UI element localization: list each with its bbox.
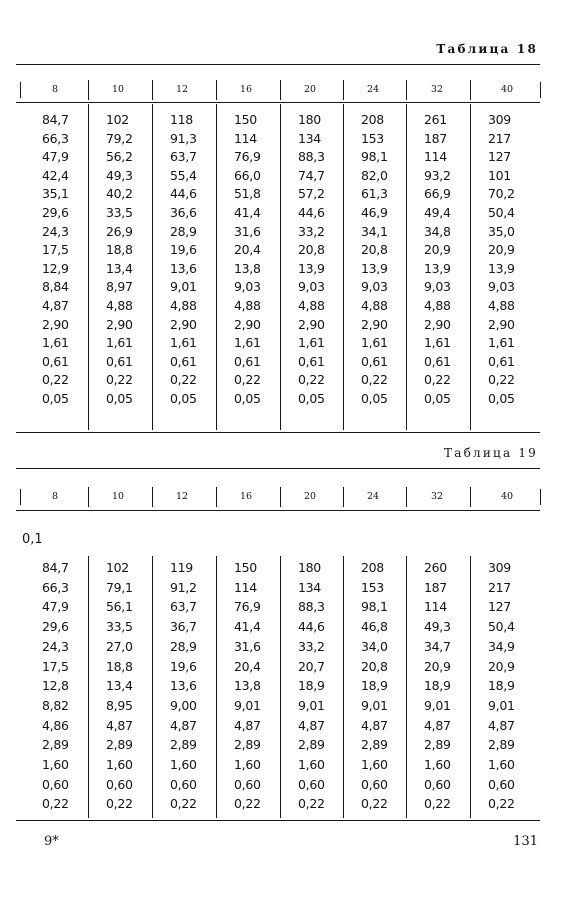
- table-cell: 4,87: [361, 717, 388, 733]
- table-cell: 1,60: [424, 757, 451, 772]
- table-cell: 0,61: [42, 353, 69, 369]
- column-header: 8: [51, 491, 59, 502]
- table-cell: 26,9: [106, 223, 133, 239]
- column-divider: [88, 104, 89, 430]
- table-cell: 114: [234, 579, 257, 595]
- table-19-bottom-rule: [16, 820, 540, 821]
- column-divider: [216, 80, 217, 100]
- table-cell: 0,61: [106, 353, 133, 369]
- table-cell: 0,22: [298, 796, 325, 812]
- column-divider: [88, 487, 89, 507]
- column-divider: [152, 80, 153, 100]
- table-cell: 18,8: [106, 242, 133, 258]
- table-cell: 49,4: [424, 205, 451, 220]
- table-18-bottom-rule: [16, 432, 540, 433]
- column-header: 40: [500, 84, 514, 95]
- table-cell: 2,90: [106, 316, 133, 332]
- column-divider: [152, 556, 153, 818]
- table-cell: 44,6: [298, 205, 325, 220]
- table-cell: 24,3: [42, 223, 69, 239]
- table-cell: 66,3: [42, 579, 69, 595]
- table-19-header: [16, 487, 540, 509]
- table-cell: 153: [361, 130, 384, 146]
- table-cell: 0,22: [170, 372, 197, 388]
- table-cell: 4,87: [42, 298, 69, 313]
- table-cell: 18,9: [298, 678, 325, 694]
- table-cell: 1,60: [42, 757, 69, 772]
- table-cell: 0,60: [170, 776, 197, 792]
- table-cell: 2,90: [424, 316, 451, 332]
- table-cell: 66,9: [424, 186, 451, 202]
- table-cell: 36,6: [170, 205, 197, 220]
- table-cell: 119: [170, 560, 193, 575]
- table-cell: 180: [298, 560, 321, 575]
- table-cell: 63,7: [170, 599, 197, 615]
- table-cell: 84,7: [42, 112, 69, 127]
- table-cell: 208: [361, 560, 384, 575]
- table-cell: 0,05: [298, 391, 325, 406]
- table-cell: 4,88: [488, 298, 515, 313]
- table-cell: 50,4: [488, 205, 515, 220]
- table-cell: 88,3: [298, 599, 325, 615]
- column-header: 8: [51, 84, 59, 95]
- table-cell: 187: [424, 579, 447, 595]
- table-cell: 0,61: [234, 353, 261, 369]
- table-cell: 57,2: [298, 186, 325, 202]
- table-cell: 20,8: [298, 242, 325, 258]
- table-cell: 1,61: [424, 335, 451, 351]
- table-cell: 49,3: [106, 167, 133, 183]
- table-cell: 29,6: [42, 205, 69, 220]
- table-cell: 1,61: [42, 335, 69, 351]
- table-cell: 28,9: [170, 638, 197, 654]
- table-cell: 153: [361, 579, 384, 595]
- table-cell: 33,2: [298, 223, 325, 239]
- table-cell: 8,84: [42, 279, 69, 295]
- table-cell: 74,7: [298, 167, 325, 183]
- table-cell: 0,60: [361, 776, 388, 792]
- table-cell: 1,61: [361, 335, 388, 351]
- table-cell: 93,2: [424, 167, 451, 183]
- table-cell: 260: [424, 560, 447, 575]
- table-cell: 1,60: [298, 757, 325, 772]
- table-cell: 9,01: [234, 697, 261, 713]
- table-cell: 31,6: [234, 223, 261, 239]
- table-cell: 2,89: [170, 737, 197, 753]
- table-cell: 24,3: [42, 638, 69, 654]
- table-cell: 20,8: [361, 658, 388, 674]
- table-cell: 102: [106, 560, 129, 575]
- table-cell: 33,2: [298, 638, 325, 654]
- table-cell: 2,90: [170, 316, 197, 332]
- table-cell: 102: [106, 112, 129, 127]
- table-cell: 4,87: [106, 717, 133, 733]
- table-cell: 4,87: [234, 717, 261, 733]
- table-cell: 4,86: [42, 717, 69, 733]
- table-cell: 13,9: [424, 260, 451, 276]
- table-cell: 13,4: [106, 678, 133, 694]
- table-cell: 98,1: [361, 599, 388, 615]
- table-cell: 9,01: [361, 697, 388, 713]
- column-divider: [88, 556, 89, 818]
- table-cell: 13,9: [298, 260, 325, 276]
- table-cell: 4,88: [424, 298, 451, 313]
- table-cell: 4,87: [170, 717, 197, 733]
- table-cell: 4,88: [234, 298, 261, 313]
- table-cell: 0,61: [298, 353, 325, 369]
- column-divider: [470, 556, 471, 818]
- table-cell: 20,4: [234, 658, 261, 674]
- table-cell: 0,22: [488, 796, 515, 812]
- column-header: 40: [500, 491, 514, 502]
- table-cell: 56,2: [106, 149, 133, 165]
- table-cell: 1,61: [106, 335, 133, 351]
- column-divider: [343, 556, 344, 818]
- table-cell: 79,2: [106, 130, 133, 146]
- column-header: 16: [239, 84, 253, 95]
- table-cell: 18,9: [361, 678, 388, 694]
- column-divider: [280, 80, 281, 100]
- table-cell: 1,61: [298, 335, 325, 351]
- table-cell: 13,8: [234, 678, 261, 694]
- column-header: 20: [303, 84, 317, 95]
- column-divider: [470, 80, 471, 100]
- table-cell: 4,88: [170, 298, 197, 313]
- table-cell: 1,60: [488, 757, 515, 772]
- table-cell: 1,60: [170, 757, 197, 772]
- column-divider: [470, 104, 471, 430]
- table-cell: 0,22: [106, 796, 133, 812]
- page-number: 131: [513, 834, 538, 849]
- table-cell: 49,3: [424, 619, 451, 635]
- table-cell: 9,01: [424, 697, 451, 713]
- table-cell: 118: [170, 112, 193, 127]
- table-cell: 0,22: [234, 796, 261, 812]
- table-cell: 0,05: [106, 391, 133, 406]
- column-divider: [406, 556, 407, 818]
- table-cell: 76,9: [234, 149, 261, 165]
- table-cell: 27,0: [106, 638, 133, 654]
- column-header: 16: [239, 491, 253, 502]
- table-cell: 9,03: [488, 279, 515, 295]
- table-cell: 20,8: [361, 242, 388, 258]
- header-edge-line: [540, 489, 541, 505]
- table-cell: 114: [424, 599, 447, 615]
- table-19-caption: Таблица 19: [444, 446, 538, 460]
- table-cell: 1,61: [488, 335, 515, 351]
- table-cell: 4,88: [298, 298, 325, 313]
- table-cell: 76,9: [234, 599, 261, 615]
- table-cell: 4,87: [488, 717, 515, 733]
- table-cell: 88,3: [298, 149, 325, 165]
- table-cell: 0,22: [106, 372, 133, 388]
- table-cell: 20,9: [488, 658, 515, 674]
- table-cell: 34,1: [361, 223, 388, 239]
- table-cell: 61,3: [361, 186, 388, 202]
- table-cell: 34,8: [424, 223, 451, 239]
- table-cell: 1,61: [234, 335, 261, 351]
- table-cell: 33,5: [106, 205, 133, 220]
- table-cell: 0,60: [488, 776, 515, 792]
- table-cell: 8,82: [42, 697, 69, 713]
- table-cell: 2,90: [234, 316, 261, 332]
- table-cell: 0,05: [170, 391, 197, 406]
- table-cell: 34,0: [361, 638, 388, 654]
- table-cell: 20,9: [424, 242, 451, 258]
- table-cell: 66,0: [234, 167, 261, 183]
- table-cell: 41,4: [234, 619, 261, 635]
- table-cell: 114: [234, 130, 257, 146]
- table-cell: 44,6: [170, 186, 197, 202]
- column-divider: [216, 104, 217, 430]
- table-cell: 17,5: [42, 658, 69, 674]
- table-cell: 0,22: [488, 372, 515, 388]
- table-cell: 12,8: [42, 678, 69, 694]
- table-cell: 13,4: [106, 260, 133, 276]
- table-cell: 0,05: [42, 391, 69, 406]
- table-cell: 35,1: [42, 186, 69, 202]
- column-header: 20: [303, 491, 317, 502]
- table-cell: 2,89: [234, 737, 261, 753]
- column-divider: [343, 80, 344, 100]
- table-cell: 9,01: [298, 697, 325, 713]
- table-cell: 84,7: [42, 560, 69, 575]
- table-18-top-rule: [16, 64, 540, 65]
- table-cell: 0,22: [234, 372, 261, 388]
- table-cell: 217: [488, 579, 511, 595]
- table-cell: 63,7: [170, 149, 197, 165]
- table-cell: 46,9: [361, 205, 388, 220]
- table-cell: 20,4: [234, 242, 261, 258]
- table-cell: 1,60: [106, 757, 133, 772]
- table-cell: 0,22: [170, 796, 197, 812]
- table-cell: 70,2: [488, 186, 515, 202]
- table-cell: 0,60: [298, 776, 325, 792]
- table-cell: 309: [488, 112, 511, 127]
- table-cell: 0,22: [424, 372, 451, 388]
- table-cell: 1,60: [361, 757, 388, 772]
- table-cell: 55,4: [170, 167, 197, 183]
- table-cell: 91,2: [170, 579, 197, 595]
- table-19-top-rule: [16, 468, 540, 469]
- table-cell: 34,9: [488, 638, 515, 654]
- table-cell: 2,89: [424, 737, 451, 753]
- table-cell: 46,8: [361, 619, 388, 635]
- table-cell: 28,9: [170, 223, 197, 239]
- column-divider: [406, 487, 407, 507]
- table-cell: 208: [361, 112, 384, 127]
- table-cell: 29,6: [42, 619, 69, 635]
- table-cell: 261: [424, 112, 447, 127]
- table-cell: 35,0: [488, 223, 515, 239]
- table-cell: 0,60: [424, 776, 451, 792]
- table-cell: 217: [488, 130, 511, 146]
- table-cell: 9,03: [361, 279, 388, 295]
- table-cell: 134: [298, 130, 321, 146]
- table-cell: 66,3: [42, 130, 69, 146]
- table-cell: 2,89: [361, 737, 388, 753]
- column-divider: [152, 487, 153, 507]
- table-cell: 41,4: [234, 205, 261, 220]
- table-cell: 114: [424, 149, 447, 165]
- column-divider: [343, 104, 344, 430]
- table-cell: 47,9: [42, 599, 69, 615]
- column-divider: [406, 104, 407, 430]
- table-cell: 34,7: [424, 638, 451, 654]
- table-cell: 0,60: [106, 776, 133, 792]
- table-cell: 13,9: [488, 260, 515, 276]
- table-cell: 42,4: [42, 167, 69, 183]
- table-cell: 0,22: [42, 796, 69, 812]
- table-cell: 91,3: [170, 130, 197, 146]
- table-cell: 19,6: [170, 658, 197, 674]
- table-cell: 20,9: [488, 242, 515, 258]
- table-cell: 2,90: [298, 316, 325, 332]
- column-divider: [406, 80, 407, 100]
- table-cell: 127: [488, 149, 511, 165]
- column-divider: [152, 104, 153, 430]
- table-cell: 9,01: [488, 697, 515, 713]
- table-cell: 4,87: [424, 717, 451, 733]
- table-cell: 18,9: [488, 678, 515, 694]
- table-cell: 2,89: [488, 737, 515, 753]
- table-cell: 4,87: [298, 717, 325, 733]
- table-cell: 4,88: [361, 298, 388, 313]
- table-cell: 0,22: [424, 796, 451, 812]
- table-cell: 36,7: [170, 619, 197, 635]
- table-cell: 1,61: [170, 335, 197, 351]
- table-cell: 2,89: [42, 737, 69, 753]
- table-cell: 17,5: [42, 242, 69, 258]
- table-cell: 51,8: [234, 186, 261, 202]
- table-cell: 9,03: [424, 279, 451, 295]
- table-19-header-rule: [16, 510, 540, 511]
- table-cell: 0,22: [361, 372, 388, 388]
- table-cell: 44,6: [298, 619, 325, 635]
- table-cell: 56,1: [106, 599, 133, 615]
- table-cell: 187: [424, 130, 447, 146]
- table-cell: 150: [234, 560, 257, 575]
- table-cell: 0,22: [298, 372, 325, 388]
- table-cell: 180: [298, 112, 321, 127]
- table-cell: 2,90: [42, 316, 69, 332]
- table-cell: 101: [488, 167, 511, 183]
- signature-mark: 9*: [44, 834, 59, 849]
- column-header: 12: [175, 491, 189, 502]
- table-cell: 98,1: [361, 149, 388, 165]
- table-18-header: [16, 80, 540, 102]
- column-divider: [470, 487, 471, 507]
- table-cell: 13,8: [234, 260, 261, 276]
- table-cell: 9,01: [170, 279, 197, 295]
- column-divider: [280, 104, 281, 430]
- table-cell: 127: [488, 599, 511, 615]
- table-cell: 40,2: [106, 186, 133, 202]
- table-cell: 47,9: [42, 149, 69, 165]
- table-cell: 0,60: [42, 776, 69, 792]
- table-cell: 0,05: [424, 391, 451, 406]
- table-cell: 20,9: [424, 658, 451, 674]
- column-header: 10: [111, 84, 125, 95]
- table-18-header-rule: [16, 102, 540, 103]
- column-divider: [88, 80, 89, 100]
- table-cell: 9,03: [298, 279, 325, 295]
- column-divider: [343, 487, 344, 507]
- table-cell: 0,05: [488, 391, 515, 406]
- column-header: 24: [366, 84, 380, 95]
- column-divider: [216, 556, 217, 818]
- table-cell: 0,61: [361, 353, 388, 369]
- table-cell: 9,00: [170, 697, 197, 713]
- table-cell: 79,1: [106, 579, 133, 595]
- header-edge-line: [20, 82, 21, 98]
- table-cell: 150: [234, 112, 257, 127]
- table-cell: 2,90: [361, 316, 388, 332]
- table-cell: 1,60: [234, 757, 261, 772]
- table-cell: 0,61: [170, 353, 197, 369]
- table-cell: 309: [488, 560, 511, 575]
- table-cell: 0,61: [424, 353, 451, 369]
- column-header: 32: [430, 491, 444, 502]
- table-18-caption: Таблица 18: [436, 42, 538, 56]
- column-header: 12: [175, 84, 189, 95]
- table-cell: 2,89: [298, 737, 325, 753]
- table-cell: 13,6: [170, 678, 197, 694]
- table-cell: 19,6: [170, 242, 197, 258]
- table-cell: 2,90: [488, 316, 515, 332]
- table-cell: 8,97: [106, 279, 133, 295]
- table-cell: 13,6: [170, 260, 197, 276]
- table-cell: 33,5: [106, 619, 133, 635]
- table-cell: 4,88: [106, 298, 133, 313]
- column-divider: [216, 487, 217, 507]
- table-cell: 2,89: [106, 737, 133, 753]
- table-cell: 0,60: [234, 776, 261, 792]
- table-cell: 9,03: [234, 279, 261, 295]
- table-cell: 12,9: [42, 260, 69, 276]
- table-cell: 0,61: [488, 353, 515, 369]
- column-header: 10: [111, 491, 125, 502]
- column-header: 24: [366, 491, 380, 502]
- table-cell: 50,4: [488, 619, 515, 635]
- column-divider: [280, 556, 281, 818]
- table-cell: 0,05: [234, 391, 261, 406]
- column-divider: [280, 487, 281, 507]
- table-cell: 18,8: [106, 658, 133, 674]
- header-edge-line: [20, 489, 21, 505]
- table-cell: 18,9: [424, 678, 451, 694]
- table-19-parameter: 0,1: [22, 532, 43, 547]
- column-header: 32: [430, 84, 444, 95]
- table-cell: 82,0: [361, 167, 388, 183]
- table-cell: 31,6: [234, 638, 261, 654]
- table-cell: 13,9: [361, 260, 388, 276]
- table-cell: 134: [298, 579, 321, 595]
- table-cell: 0,22: [361, 796, 388, 812]
- table-cell: 0,22: [42, 372, 69, 388]
- table-cell: 8,95: [106, 697, 133, 713]
- header-edge-line: [540, 82, 541, 98]
- table-cell: 0,05: [361, 391, 388, 406]
- table-cell: 20,7: [298, 658, 325, 674]
